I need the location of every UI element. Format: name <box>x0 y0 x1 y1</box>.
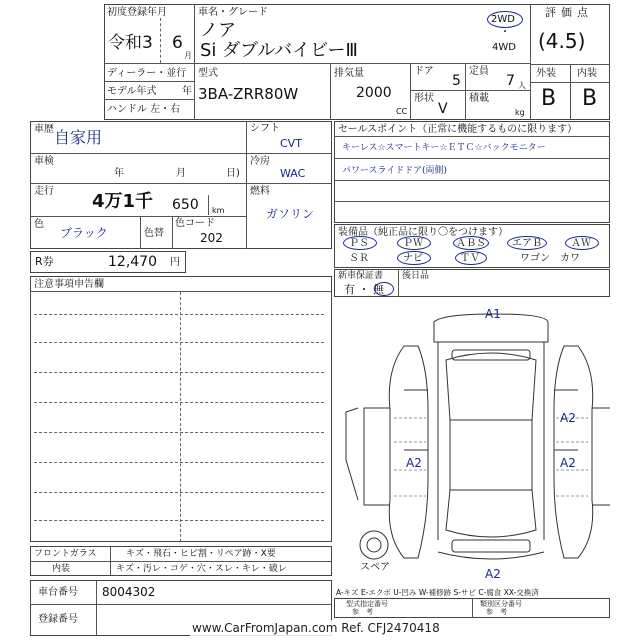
load-label: 積載 <box>469 93 489 104</box>
inspection-label: 車検 <box>34 156 54 167</box>
watermark: www.CarFromJapan.com Ref. CFJ2470418 <box>192 621 440 635</box>
notes-label: 注意事項申告欄 <box>34 279 104 290</box>
type-label: 型式 <box>198 68 218 79</box>
usage-value: 自家用 <box>54 128 103 147</box>
ac-label: 冷房 <box>250 156 270 167</box>
interior-cond-text: キズ・汚レ・コゲ・穴・スレ・キレ・破レ <box>116 564 287 574</box>
shape-value: V <box>438 101 448 117</box>
fuel-value: ガソリン <box>266 207 315 221</box>
equipment-title: 装備品（純正品に限り〇をつけます） <box>338 227 508 238</box>
equip-tv: ＴＶ <box>460 253 480 264</box>
windshield-text: キズ・飛石・ヒビ割・リペア跡・X要 <box>126 549 276 559</box>
load-unit: kg <box>515 108 525 117</box>
handle-label: ハンドル 左・右 <box>107 104 181 115</box>
color-label: 色 <box>34 219 44 230</box>
month-unit: 月 <box>184 51 192 60</box>
month-value: 6 <box>172 33 183 53</box>
color-code-label: 色コード <box>175 218 215 229</box>
drive-4wd: 4WD <box>492 42 516 53</box>
equip-aw: ＡＷ <box>571 238 591 249</box>
spare-label: スペア <box>360 562 390 573</box>
mark-right-front: A2 <box>560 411 576 425</box>
shift-label: シフト <box>250 123 280 134</box>
interior-grade: B <box>582 86 598 111</box>
displacement-unit: CC <box>396 107 408 116</box>
drive-2wd: 2WD <box>491 14 515 25</box>
displacement-label: 排気量 <box>334 68 364 79</box>
warranty-value: 有 ・ 無 <box>344 283 384 296</box>
model-year-label: モデル年式 <box>107 86 157 97</box>
inspection-month-unit: 月 <box>176 168 186 179</box>
aftermarket-label: 後日品 <box>402 271 430 281</box>
mark-rear: A2 <box>485 567 501 581</box>
sales-title: セールスポイント（正常に機能するものに限ります） <box>338 124 578 135</box>
capacity-unit: 人 <box>518 81 526 90</box>
dealer-label: ディーラー・並行 <box>107 68 187 79</box>
interior-cond-label: 内装 <box>52 564 71 574</box>
mark-left-rear: A2 <box>406 456 422 470</box>
chassis-value: 8004302 <box>102 585 156 599</box>
car-name: ノア <box>200 20 236 41</box>
interior-label: 内装 <box>577 68 597 79</box>
recycle-value: 12,470 <box>108 254 157 270</box>
approval-sub: 参 考 <box>352 608 373 616</box>
mileage-unit: km <box>212 206 225 215</box>
shift-value: CVT <box>280 137 302 150</box>
displacement-value: 2000 <box>356 85 392 101</box>
class-sub: 参 考 <box>486 608 507 616</box>
equip-wagon: カワ <box>560 253 580 264</box>
type-value: 3BA-ZRR80W <box>198 85 299 103</box>
equip-abs: ＡＢＳ <box>456 238 486 249</box>
mileage-label: 走行 <box>34 186 54 197</box>
equip-pw: ＰＷ <box>403 238 423 249</box>
damage-legend: A-キズ E-エクボ U-凹み W-補修跡 S-サビ C-腐食 XX-交換済 <box>336 588 539 597</box>
era-value: 令和3 <box>108 33 153 53</box>
warranty-label: 新車保証書 <box>338 271 384 281</box>
ac-value: WAC <box>280 167 306 180</box>
doors-label: ドア <box>414 66 434 77</box>
inspection-year-unit: 年 <box>114 168 124 179</box>
eval-label: 評価点 <box>545 6 593 19</box>
inspection-day-unit: 日) <box>226 168 240 179</box>
drive-dot: ・ <box>500 27 510 38</box>
exterior-grade: B <box>541 86 557 111</box>
approval-label: 型式指定番号 <box>346 600 388 608</box>
mileage-hand: 4万1千 <box>92 191 154 212</box>
model-year-unit: 年 <box>182 86 192 97</box>
sales-line-1: キーレス☆スマートキー☆ＥＴＣ☆バックモニター <box>342 143 546 153</box>
grade-value: Si ダブルバイビーⅢ <box>200 40 358 61</box>
exterior-label: 外装 <box>536 68 556 79</box>
recycle-label: R券 <box>35 255 54 268</box>
capacity-value: 7 <box>506 73 515 89</box>
capacity-label: 定員 <box>469 66 489 77</box>
doors-value: 5 <box>452 73 461 89</box>
sales-line-2: パワースライドドア(両側) <box>342 166 448 176</box>
recycle-unit: 円 <box>170 257 180 268</box>
fuel-label: 燃料 <box>250 186 270 197</box>
color-code-value: 202 <box>200 231 223 245</box>
color-value: ブラック <box>60 226 108 240</box>
mark-front: A1 <box>485 307 501 321</box>
mileage-value: 650 <box>172 197 199 213</box>
name-grade-label: 車名・グレード <box>198 7 268 18</box>
mark-right-rear: A2 <box>560 456 576 470</box>
shape-label: 形状 <box>414 93 434 104</box>
equip-sr: ＳＲ <box>349 253 369 264</box>
notes-box <box>30 276 332 542</box>
equip-leather: ワゴン <box>520 253 550 264</box>
equip-navi: ナビ <box>403 253 423 264</box>
chassis-label: 車台番号 <box>38 587 78 598</box>
equip-airbag: エアＢ <box>512 238 542 249</box>
reg-label: 登録番号 <box>38 614 78 625</box>
first-reg-label: 初度登録年月 <box>107 7 167 18</box>
equip-ps: ＰＳ <box>349 238 369 249</box>
header-block <box>104 4 610 120</box>
usage-label: 車歴 <box>34 124 54 135</box>
class-label: 類別区分番号 <box>480 600 522 608</box>
windshield-label: フロントガラス <box>34 549 97 559</box>
color-change-label: 色替 <box>144 228 164 239</box>
car-diagram <box>334 300 610 590</box>
eval-score: (4.5) <box>538 29 586 53</box>
